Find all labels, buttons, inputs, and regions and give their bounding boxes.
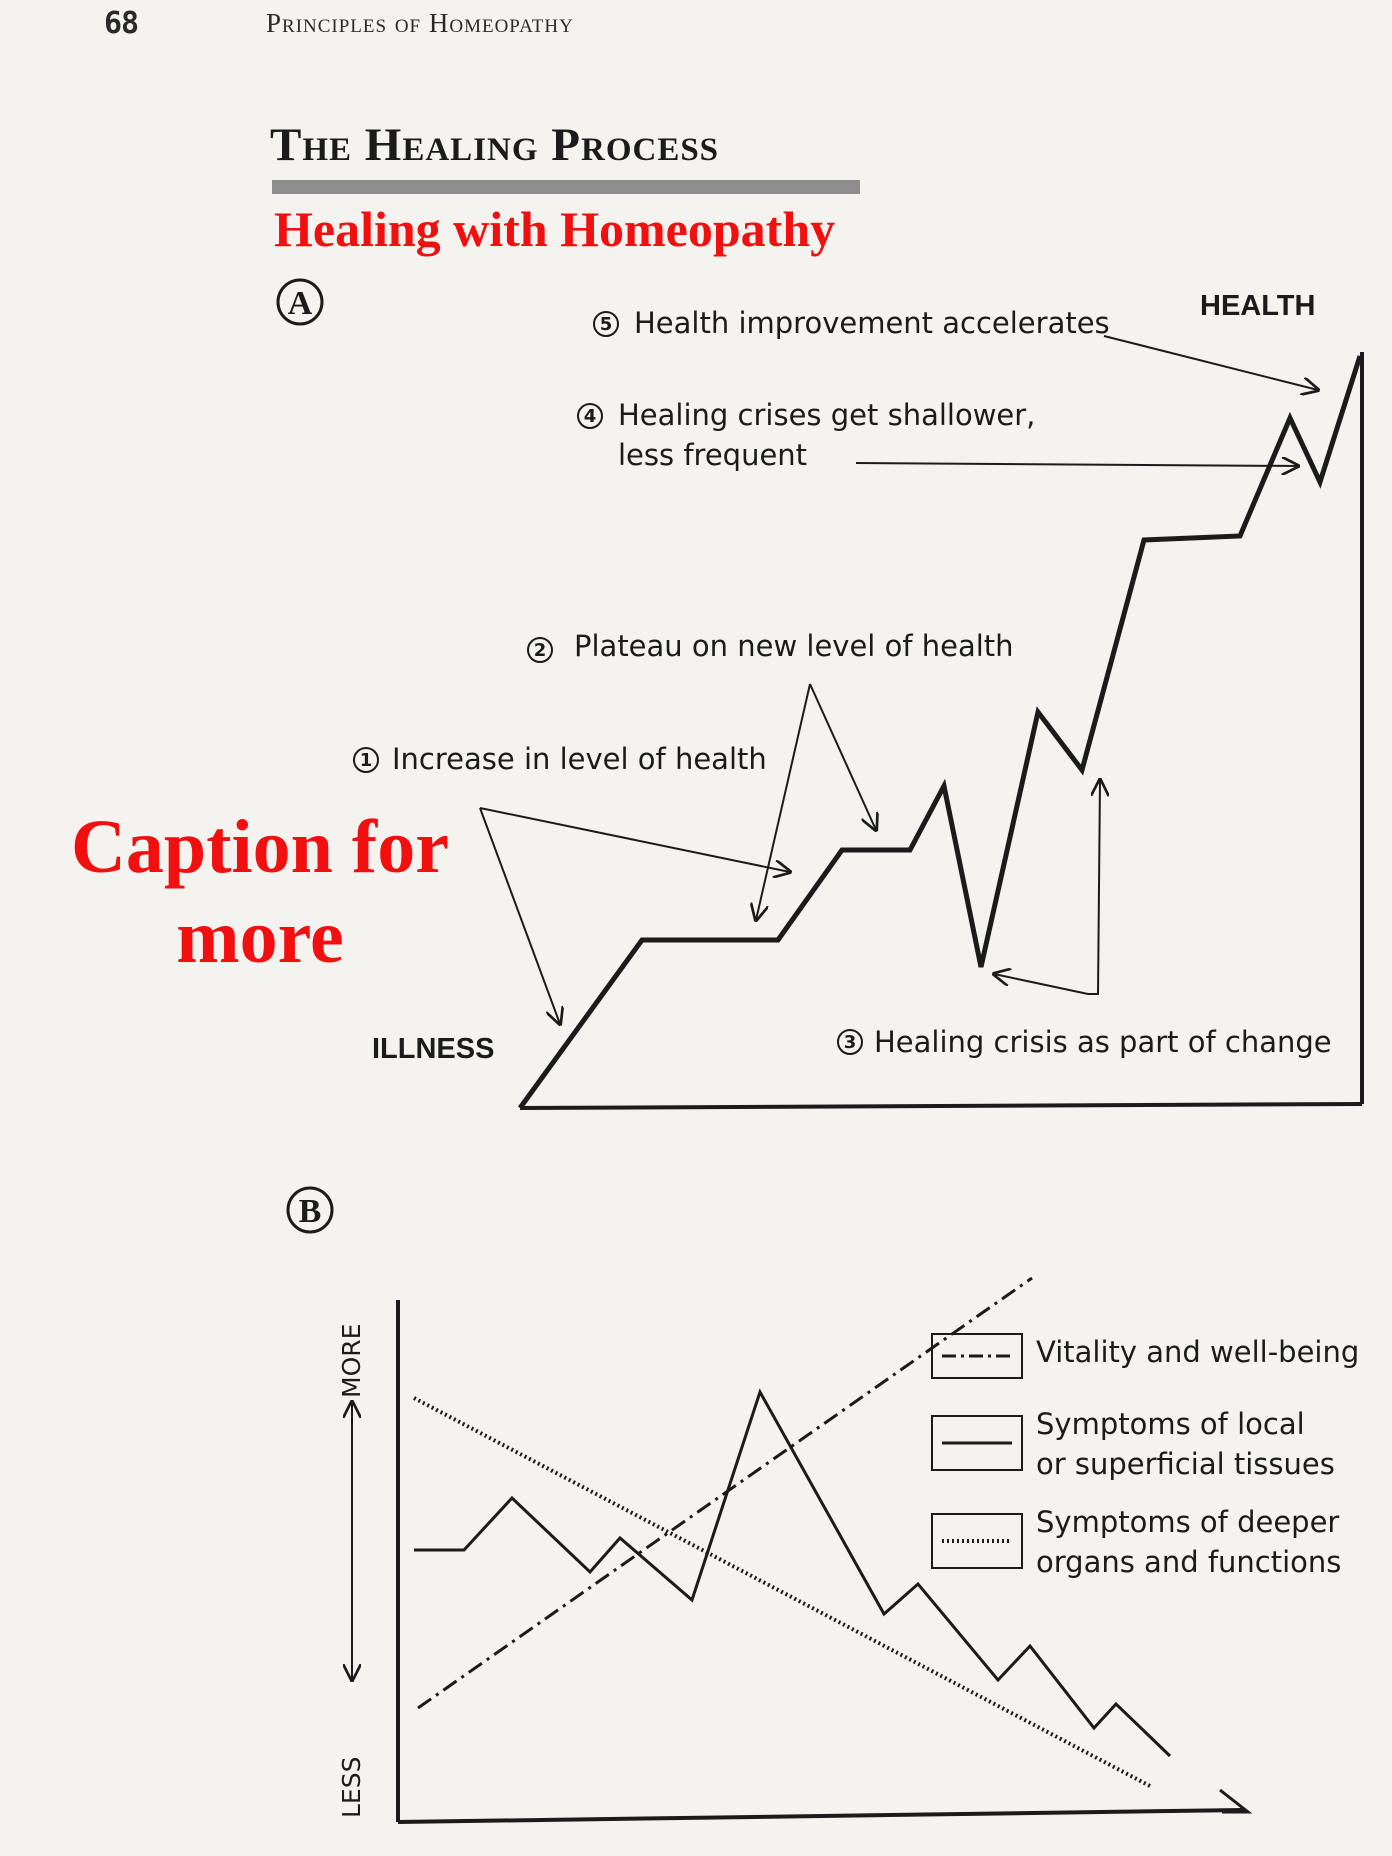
svg-text:B: B [298,1193,322,1230]
legend [932,1334,1359,1579]
legend-item-local-symptoms [932,1407,1335,1481]
svg-text:Symptoms of deeper: Symptoms of deeper [1036,1505,1340,1539]
line-vitality [418,1278,1032,1708]
overlay-caption: Caption for more [71,805,449,979]
svg-text:organs and functions: organs and functions [1036,1545,1342,1579]
page-number: 68 [104,6,139,41]
annotation-4 [578,398,1298,472]
section-title: The Healing Process [270,119,720,171]
svg-text:Increase in level of health: Increase in level of health [392,742,767,776]
running-head: Principles of Homeopathy [266,8,574,38]
legend-item-vitality [932,1334,1359,1378]
svg-text:4: 4 [583,406,597,427]
svg-text:Vitality and well-being: Vitality and well-being [1036,1335,1360,1369]
overlay-heading: Healing with Homeopathy [274,201,836,257]
figure-a [278,280,1362,1108]
badge-b [288,1188,332,1232]
svg-text:2: 2 [533,640,547,661]
annotation-3 [838,780,1332,1059]
svg-text:5: 5 [599,314,613,335]
label-illness: ILLNESS [372,1033,495,1065]
badge-a [278,280,322,324]
svg-text:3: 3 [843,1032,857,1053]
svg-text:Health improvement accelerates: Health improvement accelerates [634,306,1110,340]
svg-text:A: A [287,285,313,322]
label-health: HEALTH [1200,290,1316,322]
figure-a-baseline [520,1104,1362,1108]
svg-text:Plateau on new level of health: Plateau on new level of health [574,629,1014,663]
svg-text:less frequent: less frequent [618,438,808,472]
figure-b-x-axis [398,1810,1244,1822]
svg-text:Healing crisis as part of chan: Healing crisis as part of change [874,1025,1332,1059]
svg-text:or superficial tissues: or superficial tissues [1036,1447,1335,1481]
svg-text:Symptoms of local: Symptoms of local [1036,1407,1305,1441]
y-axis-more: MORE [337,1323,366,1398]
y-axis-less: LESS [337,1756,366,1818]
legend-item-deeper-symptoms [932,1505,1341,1579]
svg-text:1: 1 [359,750,373,771]
svg-text:Healing crises get shallower,: Healing crises get shallower, [618,398,1036,432]
figure-b [288,1188,1359,1822]
